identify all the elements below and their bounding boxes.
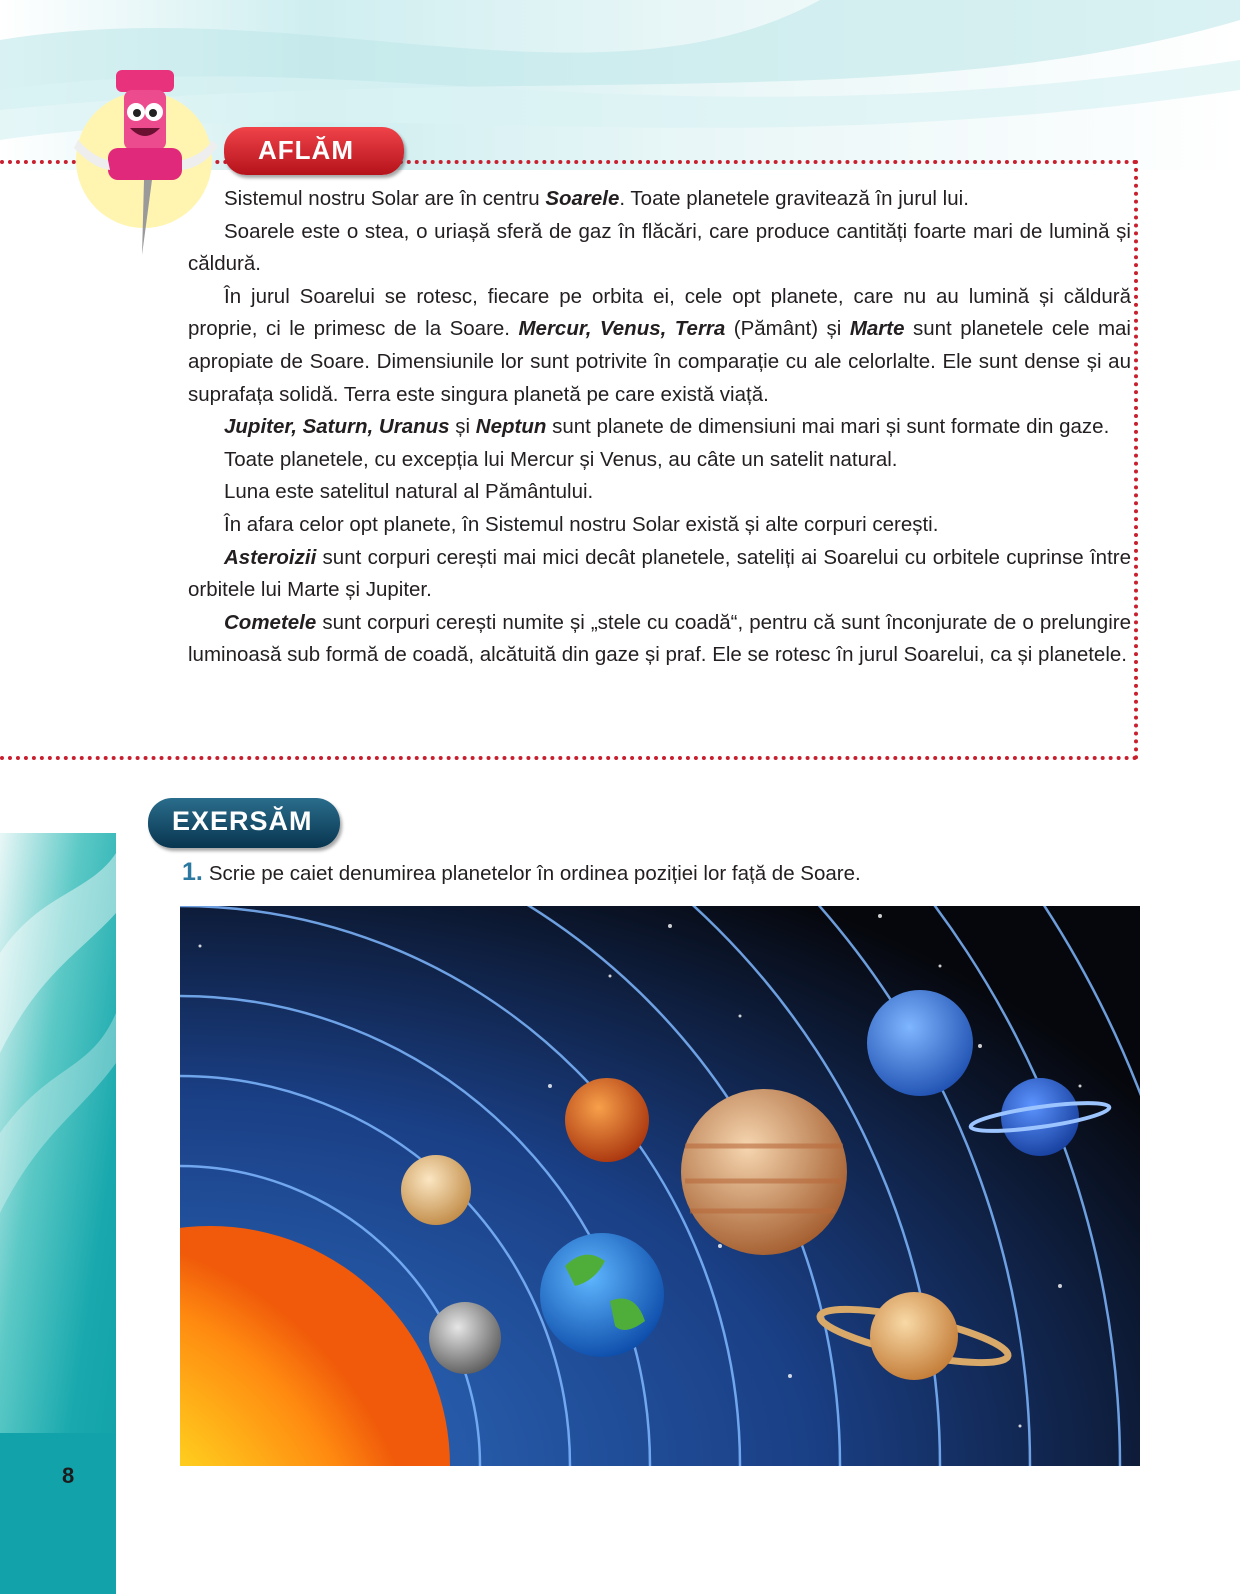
uranus-icon xyxy=(867,990,973,1096)
key-term: Marte xyxy=(849,317,905,341)
learn-paragraph xyxy=(188,607,1131,672)
learn-heading: AFLĂM xyxy=(258,135,354,165)
earth-icon xyxy=(540,1233,664,1357)
paragraph-text: (Pământ) și xyxy=(725,317,850,341)
task-number: 1. xyxy=(182,858,203,886)
exercise-heading-banner xyxy=(148,798,340,848)
learn-heading-banner xyxy=(224,127,404,175)
key-term: Soarele xyxy=(545,187,620,210)
paragraph-text: și xyxy=(449,415,476,439)
jupiter-icon xyxy=(681,1089,847,1255)
learn-paragraph xyxy=(188,444,1131,477)
exercise-task xyxy=(182,858,861,887)
paragraph-text: sunt planetele cele mai apropiate de Soare. Dimensiunile lor sunt potrivite în comparație cu ale celorlalte. Ele sunt dense și au suprafața solidă. Terra este singura planetă pe care există viață. xyxy=(188,317,1131,406)
learn-text-body xyxy=(188,183,1131,672)
key-term: Asteroizii xyxy=(224,545,317,569)
exercise-heading: EXERSĂM xyxy=(172,806,313,836)
paragraph-text: În jurul Soarelui se rotesc, fiecare pe orbita ei, cele opt planete, care nu au lumină și căldură proprie, ci le primesc de la Soare. xyxy=(188,284,1131,341)
key-term: Mercur, Venus, Terra xyxy=(518,317,726,341)
key-term: Cometele xyxy=(224,610,317,634)
paragraph-text: Soarele este o stea, o uriașă sferă de gaz în flăcări, care produce cantități foarte mari de lumină și căldură. xyxy=(188,219,1131,276)
paragraph-text: sunt planete de dimensiuni mai mari și sunt formate din gaze. xyxy=(546,415,1110,439)
key-term: Jupiter, Saturn, Uranus xyxy=(224,415,450,439)
paragraph-text: sunt corpuri cerești mai mici decât planetele, sateliți ai Soarelui cu orbitele cuprinse între orbitele lui Marte și Jupiter. xyxy=(188,545,1131,602)
learn-paragraph xyxy=(188,476,1131,509)
learn-paragraph xyxy=(188,509,1131,542)
page-number: 8 xyxy=(62,1463,75,1488)
task-text: Scrie pe caiet denumirea planetelor în ordinea poziției lor față de Soare. xyxy=(208,862,861,885)
paragraph-text: . Toate planetele gravitează în jurul lui. xyxy=(619,187,969,210)
paragraph-text: sunt corpuri cerești numite și „stele cu coadă“, pentru că sunt înconjurate de o prelungire luminoasă sub formă de coadă, alcătuită din gaze și praf. Ele se rotesc în jurul Soarelui, ca și planetele. xyxy=(188,610,1131,667)
paragraph-text: Toate planetele, cu excepția lui Mercur și Venus, au câte un satelit natural. xyxy=(224,447,898,471)
learn-paragraph xyxy=(188,281,1131,411)
solar-system-illustration xyxy=(180,906,1140,1466)
mercury-icon xyxy=(429,1302,501,1374)
learn-paragraph xyxy=(188,183,1131,216)
learn-paragraph xyxy=(188,542,1131,607)
side-decoration xyxy=(0,833,116,1594)
paragraph-text: Sistemul nostru Solar are în centru xyxy=(224,187,546,210)
key-term: Neptun xyxy=(475,415,547,439)
paragraph-text: În afara celor opt planete, în Sistemul nostru Solar există și alte corpuri cerești. xyxy=(224,512,939,536)
mars-icon xyxy=(565,1078,649,1162)
learn-paragraph xyxy=(188,216,1131,281)
paragraph-text: Luna este satelitul natural al Pământului. xyxy=(224,480,594,504)
venus-icon xyxy=(401,1155,471,1225)
learn-paragraph xyxy=(188,411,1131,444)
